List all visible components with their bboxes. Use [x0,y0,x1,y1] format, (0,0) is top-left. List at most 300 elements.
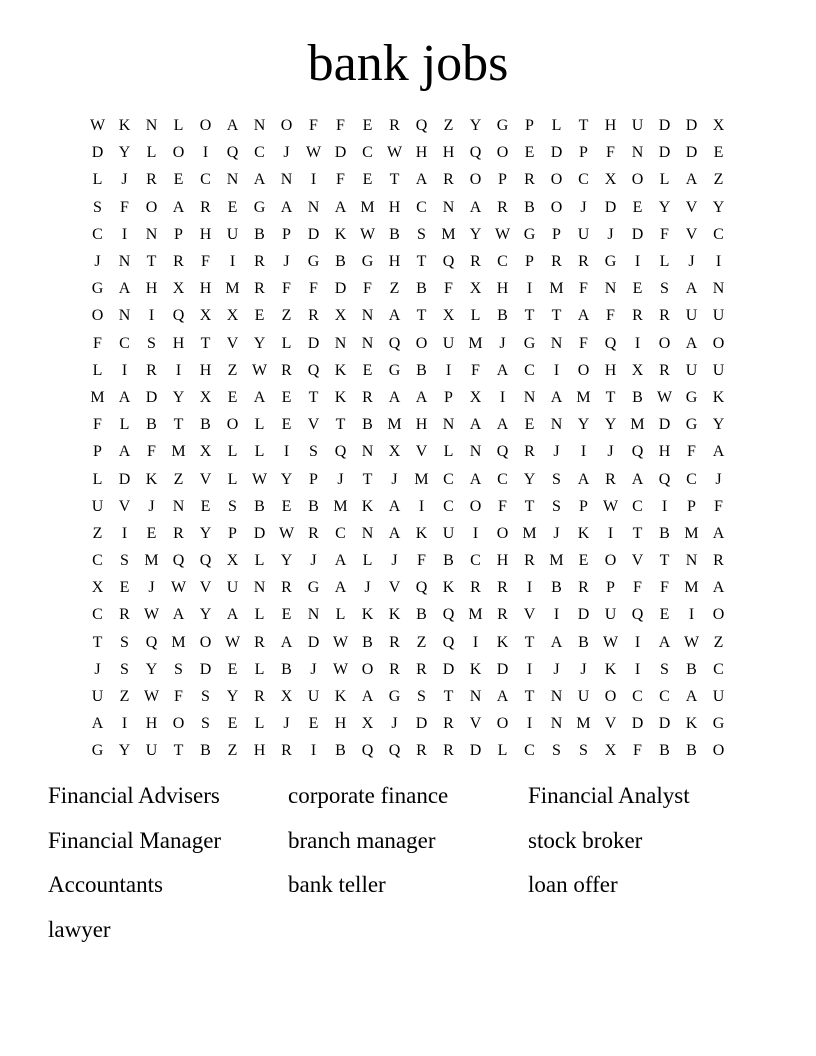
grid-letter: A [415,388,428,406]
grid-letter: R [254,280,265,298]
word-list-item: Financial Manager [48,827,222,853]
grid-letter: Y [199,524,212,542]
grid-letter: I [121,225,128,243]
grid-letter: R [632,307,643,325]
grid-letter: R [146,361,157,379]
grid-letter: R [173,524,184,542]
grid-letter: B [632,388,643,406]
grid-letter: I [634,253,641,271]
grid-letter: M [144,552,159,570]
grid-letter: R [443,171,454,189]
grid-letter: B [200,742,211,760]
grid-letter: N [469,688,482,706]
grid-letter: F [498,497,507,515]
grid-letter: J [688,253,695,271]
grid-letter: C [632,688,643,706]
grid-letter: T [443,688,454,706]
grid-letter: J [580,198,587,216]
grid-letter: H [658,443,671,461]
grid-letter: R [524,171,535,189]
grid-letter: C [92,552,103,570]
grid-letter: O [172,715,185,733]
grid-letter: A [577,307,590,325]
grid-letter: X [469,280,482,298]
grid-letter: J [391,552,398,570]
grid-letter: L [227,470,238,488]
grid-letter: L [254,552,265,570]
grid-letter: I [580,443,587,461]
grid-letter: T [524,633,535,651]
grid-letter: I [688,606,695,624]
grid-letter: L [335,606,346,624]
grid-letter: L [281,334,292,352]
grid-letter: T [173,742,184,760]
grid-letter: I [202,144,209,162]
grid-letter: A [496,416,509,434]
grid-letter: K [334,388,347,406]
grid-letter: L [92,171,103,189]
grid-letter: T [416,253,427,271]
grid-letter: R [281,742,292,760]
grid-letter: T [632,524,643,542]
grid-letter: A [577,470,590,488]
grid-letter: E [227,388,238,406]
grid-letter: Y [253,334,266,352]
grid-letter: K [145,470,158,488]
grid-letter: R [659,307,670,325]
grid-letter: X [631,361,644,379]
grid-letter: O [469,171,482,189]
word-list-item: corporate finance [288,783,449,808]
grid-letter: M [576,715,591,733]
grid-letter: S [93,198,102,216]
grid-letter: U [91,688,104,706]
grid-letter: U [712,307,725,325]
grid-letter: B [335,742,346,760]
grid-letter: H [253,742,266,760]
grid-letter: Y [712,416,725,434]
grid-letter: G [388,688,401,706]
grid-letter: P [309,470,318,488]
grid-letter: N [145,225,158,243]
grid-letter: Q [631,443,644,461]
grid-letter: U [577,225,590,243]
grid-letter: U [577,688,590,706]
grid-letter: R [497,606,508,624]
grid-letter: R [713,552,724,570]
grid-letter: K [388,606,401,624]
grid-letter: D [550,144,563,162]
grid-letter: S [201,688,210,706]
grid-letter: H [496,552,509,570]
grid-letter: I [229,253,236,271]
grid-letter: A [631,470,644,488]
grid-letter: R [416,660,427,678]
grid-letter: W [656,388,673,406]
grid-letter: G [91,742,104,760]
grid-letter: J [310,660,317,678]
grid-letter: S [147,334,156,352]
grid-letter: F [147,443,156,461]
grid-letter: H [388,198,401,216]
grid-letter: L [146,144,157,162]
grid-letter: P [444,388,453,406]
grid-row [84,465,732,492]
grid-letter: C [443,470,454,488]
grid-letter: Q [415,117,428,135]
grid-letter: B [281,660,292,678]
grid-letter: Z [713,633,724,651]
grid-letter: Q [199,552,212,570]
grid-letter: J [283,253,290,271]
grid-letter: D [496,660,509,678]
grid-letter: U [604,606,617,624]
grid-letter: N [145,117,158,135]
grid-letter: J [94,660,101,678]
grid-letter: H [199,225,212,243]
grid-letter: F [444,280,453,298]
grid-letter: Z [227,361,238,379]
grid-letter: K [361,497,374,515]
grid-letter: C [200,171,211,189]
grid-letter: N [334,334,347,352]
grid-letter: A [388,497,401,515]
grid-letter: O [199,633,212,651]
grid-letter: X [199,443,212,461]
grid-letter: I [472,524,479,542]
grid-letter: M [549,552,564,570]
grid-letter: K [577,524,590,542]
grid-letter: T [92,633,103,651]
grid-letter: D [334,144,347,162]
grid-letter: O [496,715,509,733]
grid-letter: S [552,497,561,515]
grid-letter: W [494,225,511,243]
grid-letter: V [685,225,698,243]
grid-letter: J [94,253,101,271]
grid-letter: Q [388,742,401,760]
grid-letter: Z [227,742,238,760]
grid-letter: X [388,443,401,461]
grid-letter: E [713,144,724,162]
grid-letter: B [335,253,346,271]
grid-letter: D [334,280,347,298]
grid-letter: G [604,253,617,271]
grid-letter: M [171,443,186,461]
grid-letter: R [254,688,265,706]
grid-letter: A [550,388,563,406]
grid-letter: B [524,198,535,216]
grid-row [84,547,732,574]
grid-letter: I [121,715,128,733]
grid-letter: R [146,171,157,189]
grid-letter: C [659,688,670,706]
grid-letter: Q [172,552,185,570]
grid-letter: F [120,198,129,216]
grid-row [84,139,732,166]
grid-letter: J [580,660,587,678]
grid-letter: I [634,660,641,678]
grid-letter: V [469,715,482,733]
grid-letter: Q [172,307,185,325]
grid-letter: Y [469,117,482,135]
grid-letter: R [578,579,589,597]
grid-letter: I [634,334,641,352]
grid-letter: Q [658,470,671,488]
grid-letter: J [364,579,371,597]
grid-letter: T [524,497,535,515]
grid-letter: L [497,742,508,760]
grid-letter: X [91,579,104,597]
grid-letter: I [472,633,479,651]
grid-letter: G [361,253,374,271]
grid-letter: O [469,497,482,515]
grid-letter: A [91,715,104,733]
grid-letter: K [469,660,482,678]
grid-letter: B [686,660,697,678]
grid-letter: O [550,171,563,189]
grid-letter: P [525,117,534,135]
grid-row [84,493,732,520]
grid-letter: V [307,416,320,434]
grid-letter: I [553,606,560,624]
grid-letter: N [550,715,563,733]
grid-letter: Q [442,606,455,624]
grid-letter: A [226,117,239,135]
grid-letter: N [631,144,644,162]
grid-letter: I [526,715,533,733]
grid-letter: H [415,416,428,434]
grid-letter: D [307,633,320,651]
grid-letter: O [91,307,104,325]
grid-letter: C [362,144,373,162]
grid-letter: H [199,361,212,379]
grid-letter: L [254,606,265,624]
grid-letter: T [416,307,427,325]
grid-letter: D [307,334,320,352]
grid-letter: A [388,307,401,325]
grid-letter: L [443,443,454,461]
grid-letter: S [552,470,561,488]
grid-letter: O [496,144,509,162]
grid-letter: V [118,497,131,515]
grid-letter: O [361,660,374,678]
grid-letter: H [496,280,509,298]
grid-letter: F [660,225,669,243]
grid-letter: G [523,225,536,243]
grid-letter: M [225,280,240,298]
grid-letter: F [633,742,642,760]
grid-letter: X [712,117,725,135]
grid-letter: D [604,198,617,216]
grid-letter: B [497,307,508,325]
grid-letter: N [253,117,266,135]
grid-letter: H [415,144,428,162]
grid-letter: M [333,497,348,515]
grid-letter: J [391,715,398,733]
grid-letter: P [579,144,588,162]
grid-letter: D [658,144,671,162]
grid-letter: W [278,524,295,542]
grid-letter: M [414,470,429,488]
grid-letter: J [553,660,560,678]
grid-letter: R [308,524,319,542]
grid-letter: A [469,416,482,434]
grid-letter: E [119,579,130,597]
grid-row [84,302,732,329]
grid-letter: O [577,361,590,379]
grid-letter: J [121,171,128,189]
grid-row [84,248,732,275]
grid-letter: F [336,117,345,135]
grid-letter: P [93,443,102,461]
grid-letter: R [497,579,508,597]
grid-letter: E [362,171,373,189]
grid-letter: N [712,280,725,298]
grid-letter: A [550,633,563,651]
grid-letter: W [386,144,403,162]
grid-letter: E [362,361,373,379]
grid-letter: U [442,524,455,542]
grid-letter: A [469,198,482,216]
grid-letter: A [280,198,293,216]
grid-letter: B [362,416,373,434]
grid-letter: A [712,524,725,542]
grid-letter: I [526,660,533,678]
grid-letter: T [146,253,157,271]
grid-letter: R [443,742,454,760]
grid-letter: R [524,552,535,570]
grid-letter: S [228,497,237,515]
grid-letter: P [606,579,615,597]
grid-letter: O [496,524,509,542]
grid-letter: R [389,117,400,135]
grid-letter: M [684,579,699,597]
word-list-item: Financial Advisers [48,783,220,808]
grid-letter: S [309,443,318,461]
grid-letter: C [443,497,454,515]
grid-letter: O [712,742,725,760]
grid-letter: G [307,579,320,597]
grid-letter: D [145,388,158,406]
grid-letter: A [388,524,401,542]
grid-letter: O [550,198,563,216]
grid-letter: Y [658,198,671,216]
grid-letter: O [415,334,428,352]
grid-letter: G [307,253,320,271]
grid-letter: S [120,552,129,570]
grid-letter: X [226,307,239,325]
grid-row [84,330,732,357]
grid-letter: D [91,144,104,162]
grid-letter: F [606,144,615,162]
grid-row [84,601,732,628]
grid-letter: D [685,144,698,162]
grid-letter: P [525,253,534,271]
grid-letter: F [579,334,588,352]
grid-letter: X [226,552,239,570]
grid-letter: L [92,470,103,488]
grid-letter: D [442,660,455,678]
grid-letter: F [309,117,318,135]
grid-letter: J [148,579,155,597]
grid-letter: W [332,660,349,678]
grid-letter: A [712,579,725,597]
grid-letter: Q [388,334,401,352]
grid-letter: A [685,688,698,706]
word-list-item: lawyer [48,916,111,942]
grid-letter: T [389,171,400,189]
grid-letter: A [685,334,698,352]
grid-letter: N [442,416,455,434]
grid-letter: L [119,416,130,434]
grid-letter: O [604,552,617,570]
grid-letter: S [417,225,426,243]
grid-letter: D [658,117,671,135]
grid-letter: E [146,524,157,542]
grid-letter: M [468,334,483,352]
grid-letter: F [363,280,372,298]
grid-letter: E [578,552,589,570]
grid-letter: Q [361,742,374,760]
grid-letter: W [305,144,322,162]
grid-letter: B [686,742,697,760]
grid-letter: N [550,334,563,352]
grid-letter: Z [713,171,724,189]
grid-letter: F [282,280,291,298]
grid-letter: B [362,633,373,651]
grid-letter: D [199,660,212,678]
grid-letter: D [469,742,482,760]
grid-row [84,629,732,656]
grid-letter: I [526,579,533,597]
grid-letter: E [227,198,238,216]
grid-letter: X [361,715,374,733]
grid-letter: J [553,443,560,461]
word-list-item: loan offer [528,872,618,897]
grid-letter: F [633,579,642,597]
grid-row [84,166,732,193]
grid-letter: H [604,117,617,135]
grid-letter: R [470,253,481,271]
grid-letter: X [604,742,617,760]
grid-letter: L [659,171,670,189]
grid-letter: K [334,688,347,706]
grid-letter: U [712,361,725,379]
grid-letter: A [226,606,239,624]
grid-letter: J [148,497,155,515]
grid-letter: A [415,171,428,189]
grid-letter: K [496,633,509,651]
grid-letter: R [524,443,535,461]
grid-letter: L [254,715,265,733]
grid-letter: I [148,307,155,325]
grid-letter: T [308,388,319,406]
grid-letter: X [172,280,185,298]
grid-letter: F [201,253,210,271]
grid-letter: D [415,715,428,733]
grid-letter: A [469,470,482,488]
grid-row [84,384,732,411]
grid-letter: A [172,198,185,216]
grid-letter: Q [469,144,482,162]
grid-letter: N [361,524,374,542]
grid-letter: Y [469,225,482,243]
grid-letter: C [119,334,130,352]
grid-letter: U [91,497,104,515]
grid-letter: J [310,552,317,570]
grid-row [84,411,732,438]
